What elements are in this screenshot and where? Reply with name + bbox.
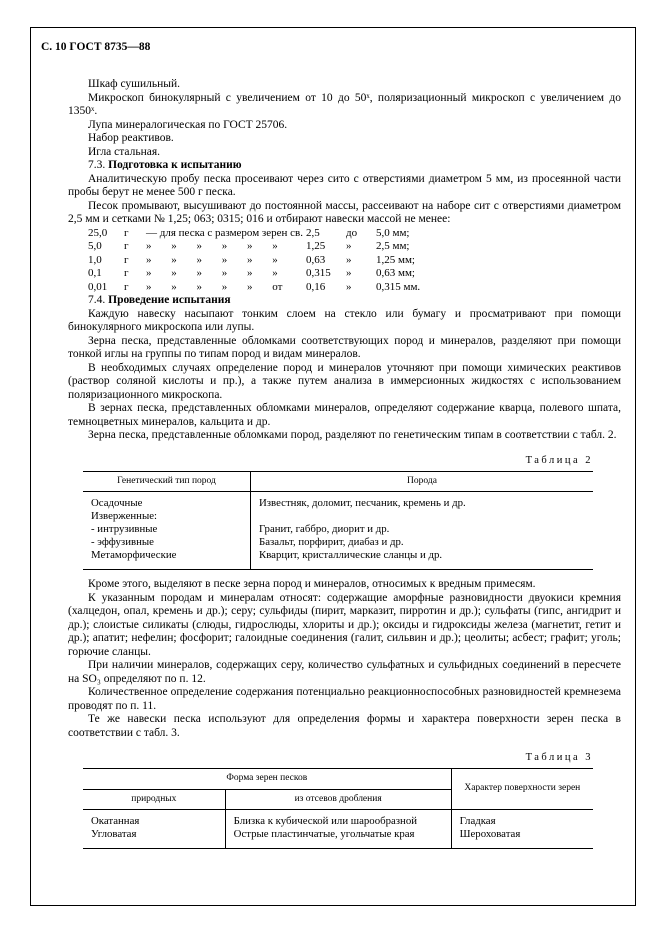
- section-heading-7-4: [68, 294, 621, 308]
- table-cell: Близка к кубической или шарообразной: [225, 810, 451, 829]
- table3-surface-header: Характер поверхности зерен: [451, 769, 593, 810]
- table-cell: [251, 510, 594, 523]
- sieve-row: [68, 267, 621, 281]
- table3-crushed-subheader: из отсевов дробления: [225, 789, 451, 810]
- table-cell: Осадочные: [91, 497, 143, 509]
- sieve-size-from: 0,315: [306, 267, 331, 279]
- table-cell: - интрузивные: [91, 523, 158, 535]
- paragraph: Песок промывают, высушивают до постоянной массы, рассеивают на наборе сит с отверстиями диаметром 2,5 мм и сетками № 1,25; 063; 0315; 016 и отбирают навески массой не менее:: [68, 199, 621, 225]
- table3-form-header: Форма зерен песков: [83, 769, 451, 790]
- paragraph: Те же навески песка используют для определения формы и характера поверхности зерен песка в соответствии с табл. 3.: [68, 713, 621, 739]
- table3: [83, 768, 593, 849]
- sieve-amount: 5,0: [88, 240, 102, 252]
- sieve-size-to: 0,63 мм;: [376, 267, 415, 279]
- sieve-separator: »: [346, 280, 352, 293]
- sieve-row: [68, 227, 621, 241]
- table-row: [83, 810, 593, 829]
- table-row: [83, 523, 593, 536]
- sieve-separator: до: [346, 226, 358, 239]
- page-frame: [30, 27, 636, 906]
- table2-col2-header: Порода: [251, 471, 594, 492]
- sieve-amount: 1,0: [88, 253, 102, 266]
- table2: [83, 471, 593, 571]
- sieve-amount: 0,1: [88, 267, 102, 279]
- sieve-amount: 0,01: [88, 280, 108, 293]
- table3-header-row-1: [83, 769, 593, 790]
- paragraph: Аналитическую пробу песка просеивают через сито с отверстиями диаметром 5 мм, из просеянной части пробы берут не менее 500 г песка.: [68, 172, 621, 198]
- sieve-description: — для песка с размером зерен св.: [146, 226, 304, 239]
- section-heading-7-3: [68, 159, 621, 173]
- sieve-unit: г: [124, 226, 129, 239]
- sieve-unit: г: [124, 253, 129, 266]
- sieve-row: [68, 254, 621, 268]
- paragraph: Кроме этого, выделяют в песке зерна пород и минералов, относимых к вредным примесям.: [88, 578, 536, 590]
- table-cell: Метаморфические: [91, 549, 177, 561]
- equipment-line: Микроскоп бинокулярный с увеличением от 10 до 50ˣ, поляризационный микроскоп с увеличением до 1350ˣ.: [68, 91, 621, 117]
- paragraph: К указанным породам и минералам относят: содержащие аморфные разновидности двуокиси кремния (халцедон, опал, кремень и др.); серу; сульфиды (пирит, марказит, пирротин и др.); сульфаты (гипс, ангидрит и др.); слоистые силикаты (слюды, гидрослюды, хлориты и др.); оксиды и гидроксиды железа (магнетит, гетит и др.); апатит; нефелин; фосфорит; галоидные соединения (галит, сильвин и др.); цеолиты; асбест; графит; уголь; горючие сланцы.: [68, 591, 621, 658]
- table3-natural-subheader: природных: [83, 789, 225, 810]
- sieve-unit: г: [124, 280, 129, 293]
- section-number: 7.4.: [88, 294, 106, 306]
- table-cell: Изверженные:: [91, 510, 157, 522]
- equipment-line: Набор реактивов.: [88, 132, 174, 144]
- sieve-separator: »: [346, 267, 352, 279]
- sieve-row: [68, 281, 621, 295]
- sieve-size-from: 1,25: [306, 240, 326, 252]
- table-row: [83, 828, 593, 849]
- sieve-separator: »: [346, 240, 352, 252]
- paragraph: В необходимых случаях определение пород и минералов уточняют при помощи химических реактивов (раствор соляной кислоты и пр.), а также путем анализа в иммерсионных жидкостях с использованием поляризационного микроскопа.: [68, 361, 621, 401]
- table2-caption: Таблица 2: [525, 454, 593, 466]
- sieve-description: » » » » » »: [146, 240, 278, 252]
- paragraph: При наличии минералов, содержащих серу, количество сульфатных и сульфидных соединений в пересчете на SO₃ определяют по п. 12.: [68, 659, 621, 685]
- table2-header-row: [83, 471, 593, 492]
- paragraph: В зернах песка, представленных обломками минералов, определяют содержание кварца, полевого шпата, темноцветных минералов, кальцита и др.: [68, 402, 621, 428]
- sieve-size-to: 0,315 мм.: [376, 280, 421, 293]
- sieve-size-from: 0,16: [306, 280, 326, 293]
- sieve-description: » » » » » »: [146, 267, 278, 279]
- sieve-description: » » » » » от: [146, 280, 283, 293]
- section-title: Проведение испытания: [108, 294, 231, 306]
- sieve-separator: »: [346, 253, 352, 266]
- table-row: [83, 536, 593, 549]
- table-row: [83, 549, 593, 570]
- table-cell: Гладкая: [451, 810, 593, 829]
- equipment-line: Игла стальная.: [88, 145, 161, 158]
- table-row: [83, 492, 593, 511]
- sieve-description: » » » » » »: [146, 253, 278, 266]
- paragraph: Каждую навеску насыпают тонким слоем на стекло или бумагу и просматривают при помощи бинокулярного микроскопа или лупы.: [68, 307, 621, 333]
- paragraph: Количественное определение содержания потенциально реакционноспособных разновидностей кремнезема проводят по п. 11.: [68, 686, 621, 712]
- table-cell: - эффузивные: [91, 536, 154, 548]
- table-cell: Угловатая: [91, 828, 137, 840]
- table-cell: Шероховатая: [451, 828, 593, 849]
- sieve-unit: г: [124, 267, 129, 279]
- sieve-mass-list: [68, 227, 621, 295]
- sieve-size-to: 5,0 мм;: [376, 226, 410, 239]
- table-cell: Кварцит, кристаллические сланцы и др.: [251, 549, 594, 570]
- table-cell: Гранит, габбро, диорит и др.: [251, 523, 594, 536]
- table-cell: Окатанная: [91, 815, 140, 827]
- table-cell: Острые пластинчатые, угольчатые края: [225, 828, 451, 849]
- paragraph: Зерна песка, представленные обломками пород, разделяют по генетическим типам в соответствии с табл. 2.: [88, 429, 617, 441]
- sieve-row: [68, 240, 621, 254]
- section-title: Подготовка к испытанию: [108, 159, 242, 171]
- table-cell: Базальт, порфирит, диабаз и др.: [251, 536, 594, 549]
- page-header: С. 10 ГОСТ 8735—88: [41, 41, 151, 53]
- table-row: [83, 510, 593, 523]
- sieve-size-to: 1,25 мм;: [376, 253, 415, 266]
- sieve-amount: 25,0: [88, 226, 108, 239]
- equipment-line: Шкаф сушильный.: [88, 78, 181, 90]
- sieve-size-to: 2,5 мм;: [376, 240, 410, 252]
- equipment-line: Лупа минералогическая по ГОСТ 25706.: [88, 118, 288, 131]
- sieve-size-from: 0,63: [306, 253, 326, 266]
- sieve-unit: г: [124, 240, 129, 252]
- table-cell: Известняк, доломит, песчаник, кремень и др.: [251, 492, 594, 511]
- table3-caption: Таблица 3: [525, 752, 593, 763]
- table2-col1-header: Генетический тип пород: [83, 471, 251, 492]
- section-number: 7.3.: [88, 159, 106, 171]
- sieve-size-from: 2,5: [306, 226, 320, 239]
- paragraph: Зерна песка, представленные обломками соответствующих пород и минералов, разделяют при помощи тонкой иглы на группы по типам пород и видам минералов.: [68, 334, 621, 360]
